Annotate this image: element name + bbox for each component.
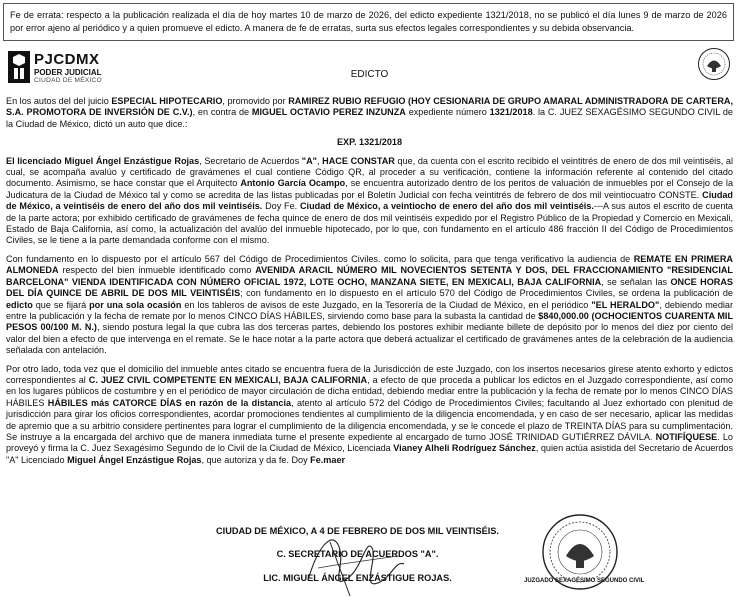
seal-caption: JUZGADO SEXAGÉSIMO SEGUNDO CIVIL: [524, 578, 645, 584]
document-header: [0, 45, 739, 91]
errata-text: Fe de errata: respecto a la publicación realizada el día de hoy martes 10 de marzo de 2026, del edicto expediente 1321/2018, no se publicó el día lunes 9 de marzo de 2026 por error ajeno al periódico y a quien promueve el edicto. A manera de fe de erratas, surta sus efectos legales correspondientes y su debida observancia.: [10, 10, 727, 33]
errata-notice: [3, 3, 734, 41]
paragraph-remate: Con fundamento en lo dispuesto por el artículo 567 del Código de Procedimientos Civiles. como lo solicita, para que tenga verificativo la audiencia de REMATE EN PRIMERA ALMONEDA respecto del bien inmueble identificado como AVENIDA ARACIL NÚMERO MIL NOVECIENTOS SETENTA Y DOS, DEL FRACCIONAMIENTO "RESIDENCIAL BARCELONA" VIENDA IDENTIFICADA CON NÚMERO OFICIAL 1972, LOTE OCHO, MANZANA SIETE, EN MEXICALI, BAJA CALIFORNIA, se señalan las ONCE HORAS DEL DÍA QUINCE DE ABRIL DE DOS MIL VEINTISÉIS; con fundamento en lo dispuesto en el artículo 570 del Código de Procedimientos Civiles, se ordena la publicación de edicto que se fijará por una sola ocasión en los tableros de avisos de este Juzgado, en la Tesorería de la Ciudad de México, en el periódico "EL HERALDO", debiendo mediar entre la publicación y la fecha de remate por lo menos CINCO DÍAS HÁBILES, sirviendo como base para la subasta la cantidad de $840,000.00 (OCHOCIENTOS CUARENTA MIL PESOS 00/100 M. N.), siendo postura legal la que cubra las dos terceras partes, debiendo los postores exhibir mediante billete de depósito por lo menos del diez por ciento del valor del bien a efecto de que intervenga en el remate. Se le hace notar a la parte actora que deberá actualizar el certificado de gravámenes antes de la celebración de la audiencia señalada con antelación.: [6, 253, 733, 356]
logo-city: CIUDAD DE MÉXICO: [34, 77, 103, 84]
logo-title: PJCDMX: [34, 51, 100, 68]
edicto-body: [6, 96, 733, 473]
signature-date: CIUDAD DE MÉXICO, A 4 DE FEBRERO DE DOS MIL VEINTISÉIS.: [216, 526, 499, 536]
expediente-number: EXP. 1321/2018: [336, 137, 403, 148]
signature-name: LIC. MIGUEL ÁNGEL ENZÁSTIGUE ROJAS.: [263, 573, 452, 583]
paragraph-constancia: El licenciado Miguel Ángel Enzástigue Rojas, Secretario de Acuerdos "A", HACE CONSTAR que, da cuenta con el escrito recibido el veintitrés de enero de dos mil veintiséis, al cual, se acompaña avalúo y certificado de gravámenes el cual contiene Código QR, al proceder a su verificación, contiene la información referente al contenido del citado documento. Asimismo, se hace constar que el Arquitecto Antonio García Ocampo, se encuentra autorizado dentro de los peritos de valuación de inmuebles por el Consejo de la Judicatura de la Ciudad de México tal y como se acredita de las listas publicadas por el Boletín Judicial con fecha veintitrés de febrero de dos mil veintiocuatro CONSTE. Ciudad de México, a veintiséis de enero del año dos mil veintiséis. Doy Fe. Ciudad de México, a veintiocho de enero del año dos mil veintiséis.---A sus autos el escrito de cuenta de la parte actora; por exhibido certificado de gravámenes de fecha quince de enero de dos mil veintiséis expedido por el Registro Público de la Propiedad y Comercio en Mexicali, Estado de Baja California, así como, la actualización del avalúo del inmueble hipotecado, por lo que, con fundamento en el artículo 486 fracción II del Código de Procedimientos Civiles, se le tiene a la parte demandada conforme con el mismo.: [6, 155, 734, 246]
document-title: EDICTO: [350, 69, 389, 80]
signature-scribble-icon: [300, 520, 410, 597]
official-seal-icon: [697, 47, 731, 81]
signature-title: C. SECRETARIO DE ACUERDOS "A".: [276, 549, 439, 559]
paragraph-exhorto: Por otro lado, toda vez que el domicilio del inmueble antes citado se encuentra fuera de la Jurisdicción de este Juzgado, con los insertos necesarios gírese atento exhorto y edictos correspondientes al C. JUEZ CIVIL COMPETENTE EN MEXICALI, BAJA CALIFORNIA, a efecto de que proceda a publicar los edictos en el Juzgado correspondiente, así como en los lugares públicos de costumbre y en el periódico de mayor circulación de dicha entidad, debiendo mediar entre la publicación y la fecha de remate por lo menos CINCO DÍAS HÁBILES HÁBILES más CATORCE DÍAS en razón de la distancia, atento al artículo 572 del Código de Procedimientos Civiles; facultando al Juez exhortado con plenitud de jurisdicción para girar los oficios correspondientes, acordar promociones tendientes al cumplimiento de la diligencia encomendada, y en caso de ser necesario, aplicar las medidas de apremio que a su arbitrio considere pertinentes para lograr el cumplimiento de la diligencia encomendada, y se le concede el plazo de TREINTA DÍAS para su cumplimentación. Se instruye a la encargada del archivo que de manera inmediata turne el presente expediente al encargado de turno JOSÉ TRINIDAD GUTIÉRREZ DÁVILA. NOTIFÍQUESE. Lo proveyó y firma la C. Juez Sexagésimo Segundo de lo Civil de la Ciudad de México, Licenciada Vianey Alheli Rodríguez Sánchez, quien actúa asistida del Secretario de Acuerdos "A" Licenciado Miguel Ángel Enzástigue Rojas, que autoriza y da fe. Doy Fe.maer: [6, 363, 734, 465]
intro-paragraph: En los autos del del juicio ESPECIAL HIPOTECARIO, promovido por RAMIREZ RUBIO REFUGIO (HOY CESIONARIA DE GRUPO AMARAL ADMINISTRADORA DE CARTERA, S.A. PROMOTORA DE INVERSIÓN DE C.V.), en contra de MIGUEL OCTAVIO PEREZ INZUNZA expediente número 1321/2018. la C. JUEZ SEXAGÉSIMO SEGUNDO CIVIL de la Ciudad de México, dictó un auto que dice.:: [6, 96, 733, 129]
logo-subtitle: PODER JUDICIAL: [34, 68, 102, 77]
